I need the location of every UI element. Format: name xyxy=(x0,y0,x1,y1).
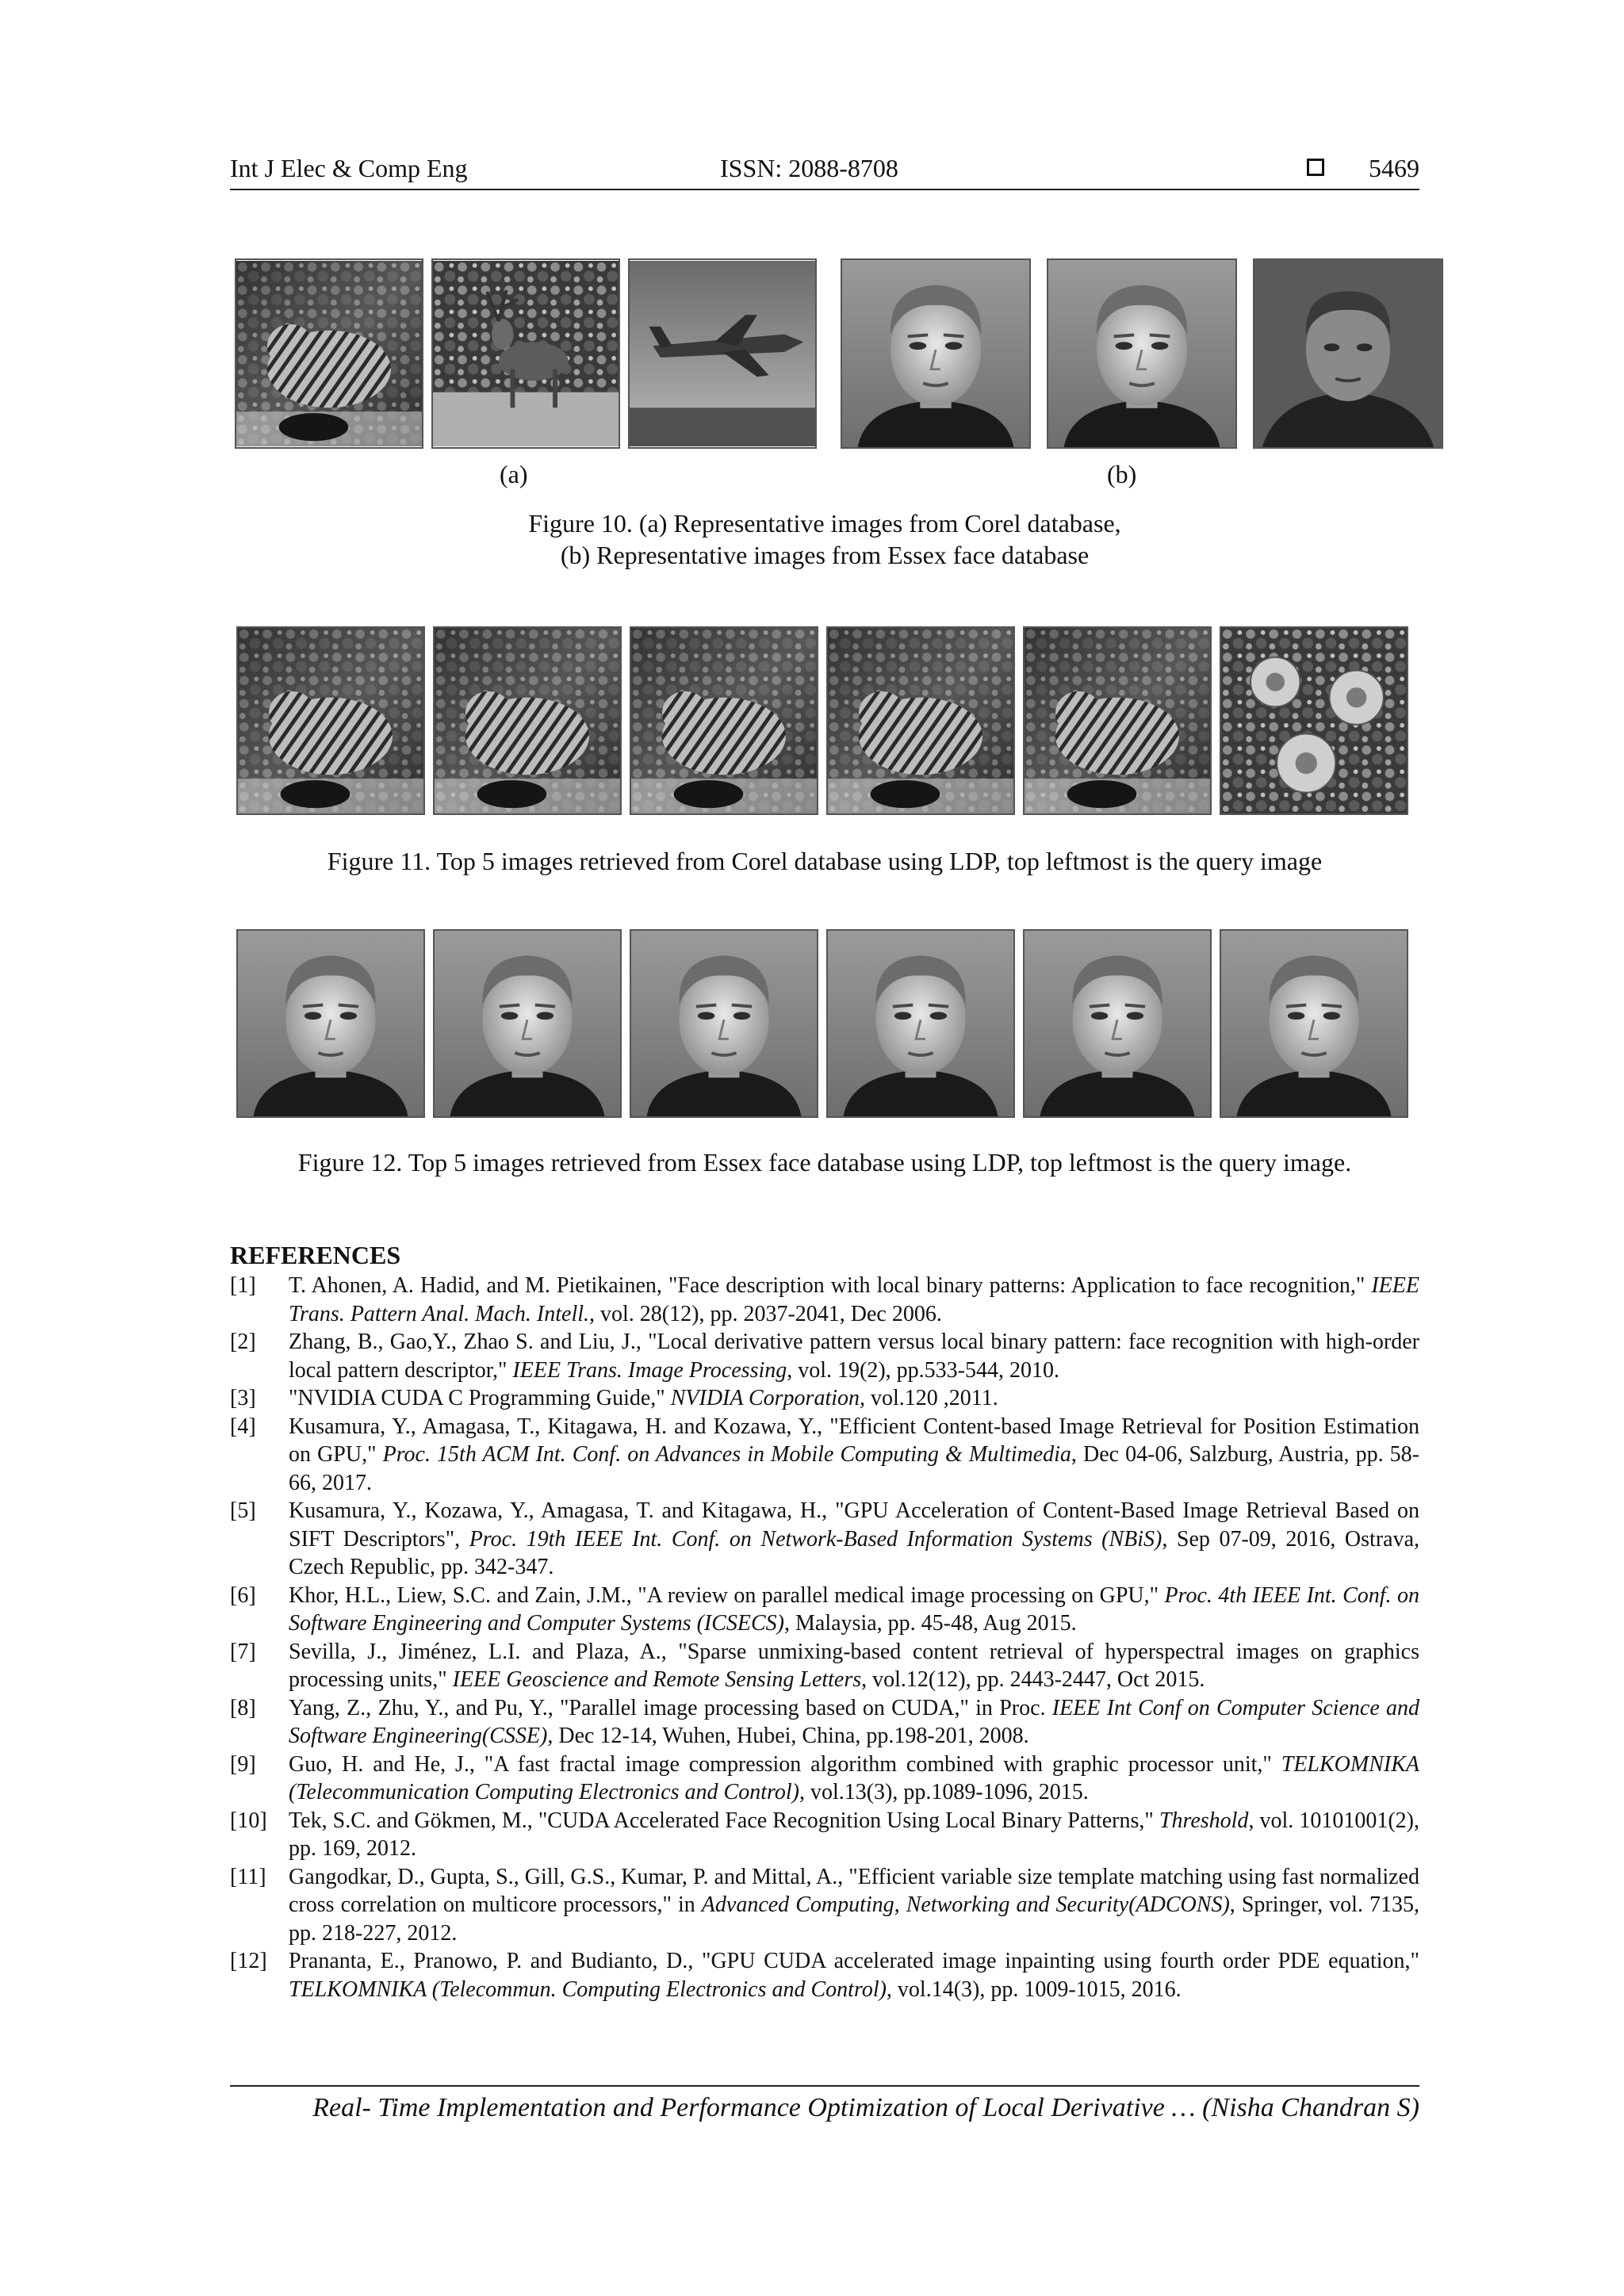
essex-face-image-3 xyxy=(1253,258,1443,449)
essex-face-image-1 xyxy=(841,258,1031,449)
journal-name: Int J Elec & Comp Eng xyxy=(230,154,468,182)
reference-item xyxy=(230,1638,1419,1694)
reference-venue: Advanced Computing, Networking and Security(ADCONS) xyxy=(701,1892,1230,1917)
retrieved-image-3 xyxy=(826,929,1015,1118)
reference-number: [4] xyxy=(230,1414,256,1439)
reference-item xyxy=(230,1751,1419,1807)
corel-deer-image xyxy=(431,258,620,449)
reference-text: Yang, Z., Zhu, Y., and Pu, Y., "Parallel image processing based on CUDA," in Proc. xyxy=(289,1695,1052,1720)
reference-venue: Threshold xyxy=(1159,1808,1249,1833)
reference-number: [11] xyxy=(230,1864,266,1889)
reference-details: Dec 12-14, Wuhen, Hubei, China, pp.198-201, 2008. xyxy=(553,1724,1029,1748)
reference-details: , Springer, vol. 7135, pp. 218-227, 2012. xyxy=(289,1892,1420,1946)
corel-tiger-image xyxy=(235,258,423,449)
reference-details: , vol.14(3), pp. 1009-1015, 2016. xyxy=(886,1976,1182,2002)
reference-text: "NVIDIA CUDA C Programming Guide," xyxy=(289,1386,671,1410)
subfigure-label-b: (b) xyxy=(1107,460,1137,488)
reference-venue: IEEE Trans. Image Processing xyxy=(512,1357,787,1383)
reference-item xyxy=(230,1413,1419,1498)
corel-jet-image xyxy=(628,258,817,449)
retrieved-image-4 xyxy=(1023,929,1212,1118)
retrieved-image-1 xyxy=(433,929,622,1118)
reference-details: , vol.12(12), pp. 2443-2447, Oct 2015. xyxy=(861,1667,1205,1692)
figure-10-caption xyxy=(230,507,1419,571)
references-section xyxy=(230,1240,1419,2003)
reference-item xyxy=(230,1582,1419,1638)
reference-details: , Dec 04-06, Salzburg, Austria, pp. 58-66, 2017. xyxy=(289,1442,1419,1495)
reference-number: [5] xyxy=(230,1498,256,1523)
reference-number: [7] xyxy=(230,1639,256,1664)
reference-details: vol.120 ,2011. xyxy=(865,1386,998,1410)
reference-text: Guo, H. and He, J., "A fast fractal image compression algorithm combined with graphic processor unit," xyxy=(289,1751,1281,1777)
reference-item xyxy=(230,1863,1419,1948)
query-image xyxy=(236,626,425,815)
reference-item xyxy=(230,1384,1419,1413)
reference-text: Gangodkar, D., Gupta, S., Gill, G.S., Kumar, P. and Mittal, A., "Efficient variable size template matching using fast normalized cross correlation on multicore processors," in xyxy=(289,1864,1419,1917)
reference-venue: TELKOMNIKA (Telecommun. Computing Electronics and Control) xyxy=(289,1976,887,2002)
reference-item xyxy=(230,1272,1419,1328)
reference-details: Sep 07-09, 2016, Ostrava, Czech Republic, pp. 342-347. xyxy=(289,1526,1419,1579)
retrieved-image-3 xyxy=(826,626,1015,815)
retrieved-image-1 xyxy=(433,626,622,815)
reference-venue: TELKOMNIKA (Telecommunication Computing Electronics and Control) xyxy=(289,1751,1419,1804)
reference-item xyxy=(230,1947,1419,2003)
reference-venue: IEEE Geoscience and Remote Sensing Letters xyxy=(452,1667,862,1692)
reference-number: [1] xyxy=(230,1273,256,1298)
reference-venue: Proc. 4th IEEE Int. Conf. on Software Engineering and Computer Systems (ICSECS), xyxy=(289,1582,1419,1636)
reference-details: Malaysia, pp. 45-48, Aug 2015. xyxy=(790,1611,1077,1636)
reference-number: [6] xyxy=(230,1582,256,1608)
retrieved-image-2 xyxy=(630,929,818,1118)
reference-item xyxy=(230,1694,1419,1751)
reference-details: vol. 28(12), pp. 2037-2041, Dec 2006. xyxy=(595,1301,942,1326)
reference-venue: NVIDIA Corporation, xyxy=(670,1386,866,1410)
reference-text: Zhang, B., Gao,Y., Zhao S. and Liu, J., "Local derivative pattern versus local binary pattern: face recognition with high-order local pattern descriptor," xyxy=(289,1330,1419,1383)
caption-line: (b) Representative images from Essex face database xyxy=(560,541,1090,569)
retrieved-image-5 xyxy=(1220,626,1408,815)
reference-details: , vol. 19(2), pp.533-544, 2010. xyxy=(787,1357,1060,1383)
checkbox-icon xyxy=(1307,159,1324,176)
footer-rule xyxy=(230,2085,1419,2087)
figure-12-caption: Figure 12. Top 5 images retrieved from Essex face database using LDP, top leftmost is the query image. xyxy=(297,1148,1352,1177)
reference-details: , vol.13(3), pp.1089-1096, 2015. xyxy=(799,1780,1089,1804)
retrieved-image-2 xyxy=(630,626,818,815)
reference-number: [3] xyxy=(230,1386,256,1410)
reference-list xyxy=(230,1272,1419,2003)
reference-venue: Proc. 19th IEEE Int. Conf. on Network-Based Information Systems (NBiS), xyxy=(469,1526,1168,1552)
reference-item xyxy=(230,1497,1419,1582)
reference-text: Tek, S.C. and Gökmen, M., "CUDA Accelerated Face Recognition Using Local Binary Patterns," xyxy=(289,1808,1159,1833)
essex-face-image-2 xyxy=(1047,258,1237,449)
reference-venue: Proc. 15th ACM Int. Conf. on Advances in Mobile Computing & Multimedia xyxy=(382,1442,1071,1467)
reference-item xyxy=(230,1328,1419,1384)
reference-venue: IEEE Trans. Pattern Anal. Mach. Intell., xyxy=(289,1273,1419,1326)
reference-text: Sevilla, J., Jiménez, L.I. and Plaza, A., "Sparse unmixing-based content retrieval of hyperspectral images on graphics processing units," xyxy=(289,1639,1419,1692)
running-header xyxy=(230,154,1419,190)
reference-text: Kusamura, Y., Amagasa, T., Kitagawa, H. and Kozawa, Y., "Efficient Content-based Image Retrieval for Position Estimation on GPU," xyxy=(289,1414,1419,1467)
caption-line: Figure 10. (a) Representative images from Corel database, xyxy=(528,509,1121,538)
reference-item xyxy=(230,1807,1419,1863)
reference-number: [12] xyxy=(230,1949,267,1973)
reference-number: [10] xyxy=(230,1808,267,1833)
issn: ISSN: 2088-8708 xyxy=(720,154,898,182)
reference-text: Kusamura, Y., Kozawa, Y., Amagasa, T. and Kitagawa, H., "GPU Acceleration of Content-Based Image Retrieval Based on SIFT Descriptors", xyxy=(289,1498,1419,1552)
reference-number: [8] xyxy=(230,1695,256,1720)
references-heading: REFERENCES xyxy=(230,1241,401,1269)
reference-text: T. Ahonen, A. Hadid, and M. Pietikainen, "Face description with local binary patterns: Application to face recognition," xyxy=(289,1273,1372,1298)
query-image xyxy=(236,929,425,1118)
reference-text: Khor, H.L., Liew, S.C. and Zain, J.M., "A review on parallel medical image processing on GPU," xyxy=(289,1582,1165,1608)
reference-venue: IEEE Int Conf on Computer Science and Software Engineering(CSSE), xyxy=(289,1695,1420,1748)
reference-number: [2] xyxy=(230,1330,256,1354)
figure-11-caption: Figure 11. Top 5 images retrieved from Corel database using LDP, top leftmost is the query image xyxy=(327,847,1323,875)
reference-details: , vol. 10101001(2), pp. 169, 2012. xyxy=(289,1808,1419,1861)
running-footer: Real- Time Implementation and Performance Optimization of Local Derivative … (Nisha Chandran S) xyxy=(312,2093,1419,2122)
retrieved-image-4 xyxy=(1023,626,1212,815)
reference-number: [9] xyxy=(230,1751,256,1777)
reference-text: Prananta, E., Pranowo, P. and Budianto, D., "GPU CUDA accelerated image inpainting using fourth order PDE equation," xyxy=(289,1949,1419,1973)
retrieved-image-5 xyxy=(1220,929,1408,1118)
page-number: 5469 xyxy=(1369,154,1419,182)
subfigure-label-a: (a) xyxy=(500,460,528,488)
